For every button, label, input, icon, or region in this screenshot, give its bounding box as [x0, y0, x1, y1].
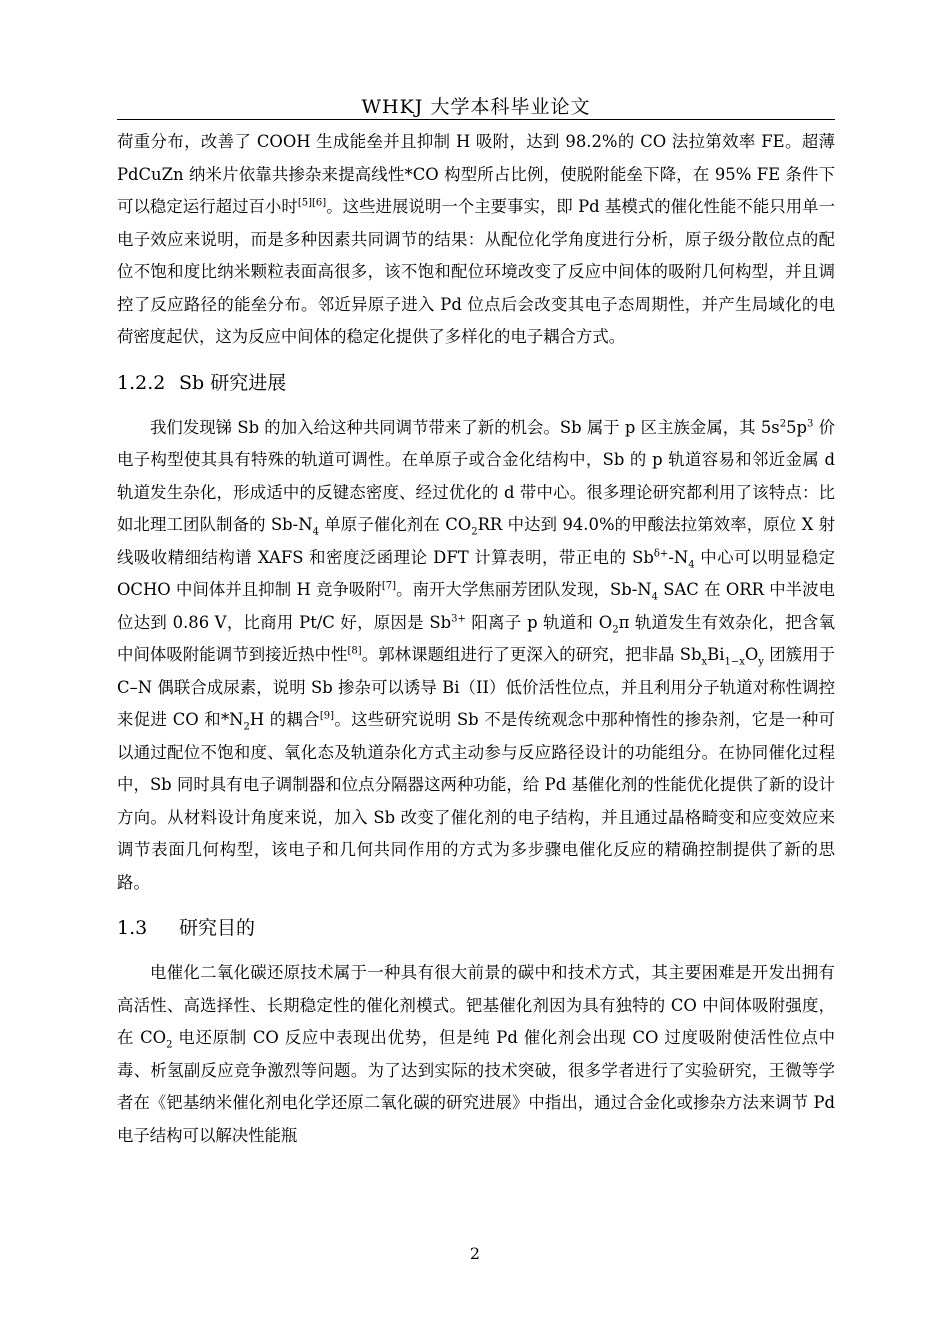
section-heading-1-2-2: [117, 354, 835, 412]
page-body: [117, 126, 835, 1152]
section-number: 1.3: [117, 917, 148, 939]
header-rule: [117, 119, 835, 120]
section-number: 1.2.2: [117, 371, 166, 394]
page-number: 2: [469, 1244, 481, 1263]
paragraph-1: 荷重分布，改善了 COOH 生成能垒并且抑制 H 吸附，达到 98.2%的 CO 法拉第效率 FE。超薄 PdCuZn 纳米片依靠共掺杂来提高线性*CO 构型所占比例，使脱附能垒下降，在 95% FE 条件下可以稳定运行超过百小时[5][6]。这些进展说明一个主要事实，即 Pd 基模式的催化性能不能只用单一电子效应来说明，而是多种因素共同调节的结果：从配位化学角度进行分析，原子级分散位点的配位不饱和度比纳米颗粒表面高很多，该不饱和配位环境改变了反应中间体的吸附几何构型，并且调控了反应路径的能垒分布。邻近异原子进入 Pd 位点后会改变其电子态周期性，并产生局域化的电荷密度起伏，这为反应中间体的稳定化提供了多样化的电子耦合方式。: [117, 132, 835, 346]
paragraph-2: 我们发现锑 Sb 的加入给这种共同调节带来了新的机会。Sb 属于 p 区主族金属，其 $5s^25p^3$ 价电子构型使其具有特殊的轨道可调性。在单原子或合金化结构中，Sb 的 p 轨道容易和邻近金属 d 轨道发生杂化，形成适中的反键态密度、经过优化的 d 带中心。很多理论研究都利用了该特点：比如北理工团队制备的 $Sb-N_4$ 单原子催化剂在 $CO_2RR$ 中达到 94.0%的甲酸法拉第效率，原位 X 射线吸收精细结构谱 XAFS 和密度泛函理论 DFT 计算表明，带正电的 $Sb^{\delta+}-N_4$ 中心可以明显稳定 OCHO 中间体并且抑制 H 竞争吸附[7]。南开大学焦丽芳团队发现，$Sb-N_4$ SAC 在 ORR 中半波电位达到 0.86 V，比商用 Pt/C 好，原因是 $Sb^{3+}$ 阳离子 p 轨道和 $O_2\pi$ 轨道发生有效杂化，把含氧中间体吸附能调节到接近热中性[8]。郭林课题组进行了更深入的研究，把非晶 $Sb_xBi_{1-x}O_y$ 团簇用于 C–N 偶联合成尿素，说明 Sb 掺杂可以诱导 Bi（II）低价活性位点，并且利用分子轨道对称性调控来促进 CO 和$*N_2H$ 的耦合[9]。这些研究说明 Sb 不是传统观念中那种惰性的掺杂剂，它是一种可以通过配位不饱和度、氧化态及轨道杂化方式主动参与反应路径设计的功能组分。在协同催化过程中，Sb 同时具有电子调制器和位点分隔器这两种功能，给 Pd 基催化剂的性能优化提供了新的设计方向。从材料设计角度来说，加入 Sb 改变了催化剂的电子结构，并且通过晶格畸变和应变效应来调节表面几何构型，该电子和几何共同作用的方式为多步骤电催化反应的精确控制提供了新的思路。: [117, 417, 836, 892]
section-heading-1-3: [117, 899, 835, 957]
paragraph-3: 电催化二氧化碳还原技术属于一种具有很大前景的碳中和技术方式，其主要困难是开发出拥有高活性、高选择性、长期稳定性的催化剂模式。钯基催化剂因为具有独特的 CO 中间体吸附强度，在 $CO_2$ 电还原制 CO 反应中表现出优势，但是纯 Pd 催化剂会出现 CO 过度吸附使活性位点中毒、析氢副反应竞争激烈等问题。为了达到实际的技术突破，很多学者进行了实验研究，王微等学者在《钯基纳米催化剂电化学还原二氧化碳的研究进展》中指出，通过合金化或掺杂方法来调节 Pd 电子结构可以解决性能瓶: [117, 963, 835, 1145]
section-title: Sb 研究进展: [179, 371, 287, 394]
section-title: 研究目的: [179, 917, 256, 939]
running-header: WHKJ 大学本科毕业论文: [361, 96, 591, 118]
